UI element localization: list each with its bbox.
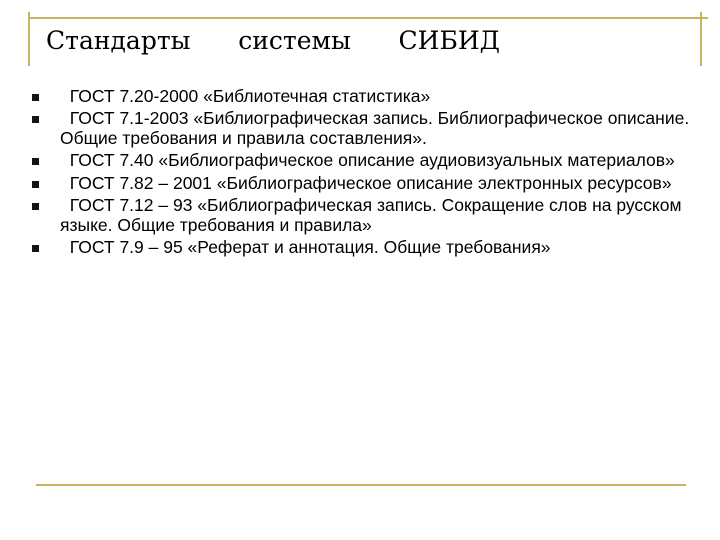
list-item [32,108,695,149]
frame-line-left [28,12,30,66]
frame-line-top [28,17,708,19]
square-bullet-icon [32,158,39,165]
list-item-text: ГОСТ 7.9 – 95 «Реферат и аннотация. Общие требования» [60,236,551,257]
square-bullet-icon [32,116,39,123]
list-item [32,150,692,170]
list-item-text: ГОСТ 7.82 – 2001 «Библиографическое описание электронных ресурсов» [60,172,672,193]
slide-title: Стандарты системы СИБИД [46,26,500,55]
list-item-text: ГОСТ 7.40 «Библиографическое описание аудиовизуальных материалов» [60,150,675,171]
list-item-text: ГОСТ 7.12 – 93 «Библиографическая запись. Сокращение слов на русском языке. Общие требования и правила» [60,194,687,235]
square-bullet-icon [32,94,39,101]
square-bullet-icon [32,181,39,188]
list-item-text: ГОСТ 7.1-2003 «Библиографическая запись. Библиографическое описание. Общие требования и правила составления». [60,108,695,149]
list-item [32,173,692,193]
list-item-text: ГОСТ 7.20-2000 «Библиотечная статистика» [60,86,431,106]
frame-line-bottom [36,484,686,486]
standards-list [32,86,695,259]
list-item [32,86,692,106]
square-bullet-icon [32,245,39,252]
square-bullet-icon [32,203,39,210]
frame-line-right [700,12,702,66]
list-item [32,195,692,235]
list-item [32,237,692,257]
